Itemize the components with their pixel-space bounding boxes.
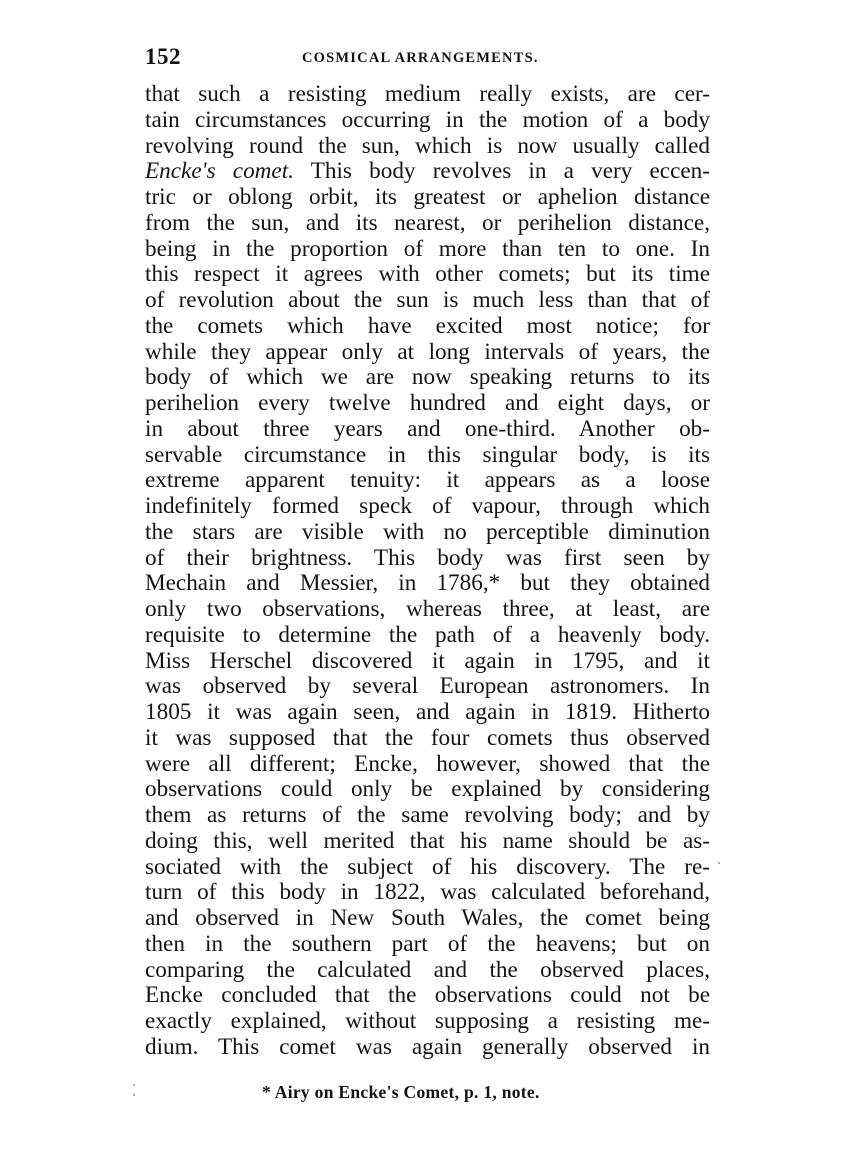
text-line: [145, 82, 710, 108]
line-text: observations could only be explained by considering: [145, 776, 710, 803]
line-text: This body revolves in a very eccen-: [293, 158, 710, 185]
text-line: [145, 777, 710, 803]
line-text: of revolution about the sun is much less than that of: [145, 287, 710, 313]
text-line: [145, 571, 710, 597]
line-text: being in the proportion of more than ten to one. In: [145, 235, 710, 262]
line-text: extreme apparent tenuity: it appears as a loose: [145, 467, 710, 494]
text-line: [145, 855, 710, 881]
text-line: [145, 958, 710, 984]
text-line: [145, 443, 710, 469]
text-line: [145, 700, 710, 726]
line-text: doing this, well merited that his name should be as-: [145, 827, 710, 854]
text-line: [145, 649, 710, 675]
text-line: [145, 726, 710, 752]
text-line: [145, 314, 710, 340]
line-text: dium. This comet was again generally observed in: [145, 1033, 710, 1060]
text-line: [145, 983, 710, 1009]
italic-term: Encke's comet.: [145, 158, 294, 185]
text-line: [145, 880, 710, 906]
line-text: perihelion every twelve hundred and eight days, or: [145, 390, 710, 416]
line-text: Encke concluded that the observations could not be: [145, 982, 710, 1009]
text-line: [145, 365, 710, 391]
text-line: [145, 546, 710, 572]
text-line: [145, 211, 710, 237]
running-head: [145, 44, 710, 74]
text-line: [145, 262, 710, 288]
line-text: and observed in New South Wales, the comet being: [145, 905, 710, 931]
line-text: while they appear only at long intervals of years, the: [145, 338, 710, 365]
scan-speck: [133, 1084, 135, 1086]
text-line: [145, 391, 710, 417]
text-line: [145, 752, 710, 778]
text-line: [145, 134, 710, 160]
line-text: it was supposed that the four comets thus observed: [145, 724, 710, 751]
footnote: * Airy on Encke's Comet, p. 1, note.: [262, 1082, 540, 1102]
text-line: [145, 159, 710, 185]
line-text: of their brightness. This body was first seen by: [145, 544, 710, 571]
text-line: [145, 494, 710, 520]
running-title: COSMICAL ARRANGEMENTS.: [302, 50, 539, 66]
line-text: Mechain and Messier, in 1786,* but they obtained: [145, 570, 710, 597]
line-text: turn of this body in 1822, was calculated beforehand,: [145, 879, 710, 906]
line-text: indefinitely formed speck of vapour, through which: [145, 493, 710, 519]
text-line: [145, 906, 710, 932]
text-line: [145, 108, 710, 134]
line-text: from the sun, and its nearest, or perihelion distance,: [145, 209, 710, 236]
line-text: this respect it agrees with other comets; but its time: [145, 261, 710, 288]
line-text: the stars are visible with no perceptible diminution: [145, 518, 710, 545]
line-text: were all different; Encke, however, showed that the: [145, 750, 710, 777]
text-line: [145, 1009, 710, 1035]
text-line: [145, 520, 710, 546]
text-line: [145, 237, 710, 263]
line-text: Miss Herschel discovered it again in 1795, and it: [145, 647, 710, 674]
line-text: revolving round the sun, which is now usually called: [145, 132, 710, 159]
text-line: [145, 597, 710, 623]
line-text: tain circumstances occurring in the motion of a body: [145, 106, 710, 133]
text-line: [145, 803, 710, 829]
line-text: servable circumstance in this singular body, is its: [145, 441, 710, 468]
text-line: [145, 829, 710, 855]
line-text: requisite to determine the path of a heavenly body.: [145, 621, 710, 648]
line-text: 1805 it was again seen, and again in 1819. Hitherto: [145, 699, 710, 725]
line-text: that such a resisting medium really exists, are cer-: [145, 81, 710, 107]
text-line: [145, 288, 710, 314]
text-line: [145, 623, 710, 649]
scan-speck: [718, 862, 720, 864]
text-line: [145, 185, 710, 211]
text-line: [145, 674, 710, 700]
line-text: only two observations, whereas three, at least, are: [145, 596, 710, 622]
body-text: [145, 82, 710, 1061]
line-text: body of which we are now speaking returns to its: [145, 364, 710, 391]
line-text: in about three years and one-third. Another ob-: [145, 415, 710, 442]
line-text: was observed by several European astronomers. In: [145, 673, 710, 700]
line-text: then in the southern part of the heavens; but on: [145, 930, 710, 957]
text-line: [145, 932, 710, 958]
scan-speck: [133, 1094, 135, 1096]
line-text: sociated with the subject of his discovery. The re-: [145, 853, 710, 880]
text-line: [145, 340, 710, 366]
text-line: [145, 468, 710, 494]
line-text: comparing the calculated and the observed places,: [145, 956, 710, 983]
text-line: [145, 1035, 710, 1061]
line-text: the comets which have excited most notice; for: [145, 312, 710, 339]
line-text: exactly explained, without supposing a resisting me-: [145, 1008, 710, 1034]
text-line: [145, 417, 710, 443]
line-text: them as returns of the same revolving body; and by: [145, 802, 710, 828]
page-number: 152: [145, 44, 181, 69]
line-text: tric or oblong orbit, its greatest or aphelion distance: [145, 184, 710, 210]
